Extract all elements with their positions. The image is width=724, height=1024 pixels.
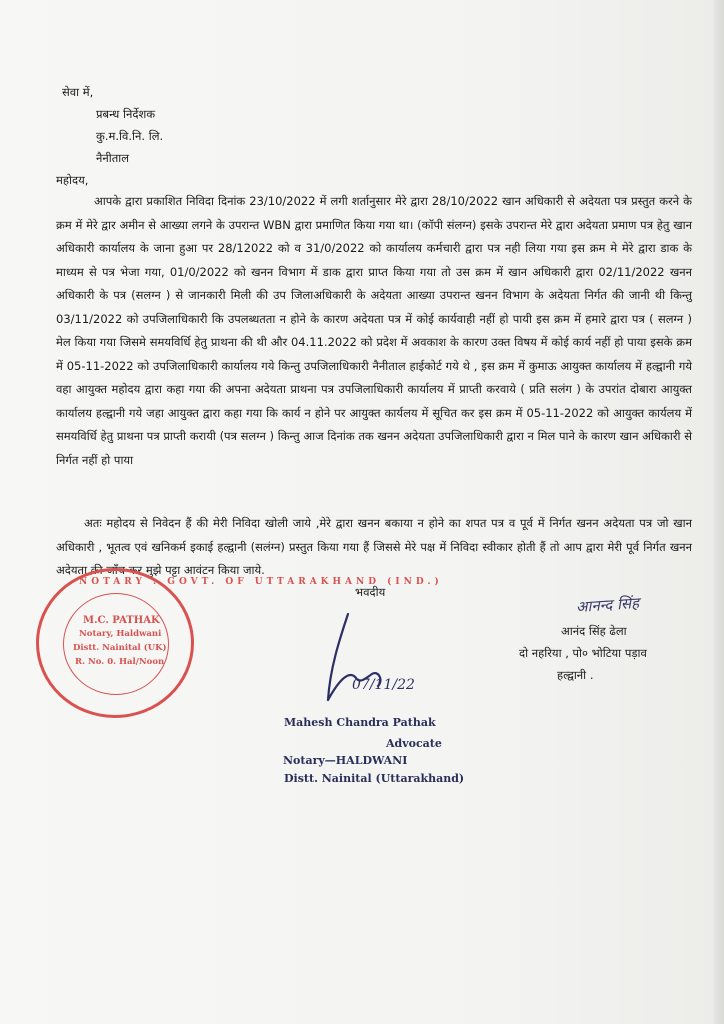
- body-paragraph-2: अतः महोदय से निवेदन हैं की मेरी निविदा खोली जाये ,मेरे द्वारा खनन बकाया न होने का शपत पत्र व पूर्व में निर्गत खनन अदेयता पत्र जो खान अधिकारी , भूतत्व एवं खनिकर्म इकाई हल्द्वानी (सलंग्न) प्रस्तुत किया गया हैं जिससे मेरे पक्ष में निविदा स्वीकार होती हैं तो आप द्वारा मेरी पूर्व निर्गत खनन अदेयता की जाँच कर मुझे पट्टा आवंटन किया जाये.: [56, 516, 692, 577]
- notary-name: Mahesh Chandra Pathak: [284, 716, 436, 729]
- salutation-to: सेवा में,: [62, 85, 94, 99]
- notary-signature-scribble: [300, 608, 420, 708]
- seal-line-4: R. No. 0. Hal/Noon: [75, 657, 165, 667]
- page-edge-shadow: [714, 0, 724, 1024]
- seal-line-3: Distt. Nainital (UK): [73, 643, 167, 653]
- seal-line-2: Notary, Haldwani: [79, 629, 162, 639]
- seal-line-1: M.C. PATHAK: [83, 615, 160, 626]
- recipient-org: कु.म.वि.नि. लि.: [96, 129, 164, 143]
- greeting: महोदय,: [56, 173, 89, 187]
- notary-signature-date: 07/11/22: [352, 677, 415, 693]
- sender-signature: आनन्द सिंह: [575, 593, 640, 617]
- seal-ring-text: NOTARY . GOVT. OF UTTARAKHAND (IND.): [79, 577, 443, 587]
- recipient-city: नैनीताल: [96, 151, 130, 165]
- closing-yours: भवदीय: [355, 585, 386, 599]
- notary-office: Notary—HALDWANI: [283, 754, 408, 767]
- sender-address-line2: हल्द्वानी .: [557, 668, 594, 682]
- notary-title: Advocate: [386, 737, 442, 750]
- sender-name: आनंद सिंह ढेला: [561, 624, 627, 638]
- body-paragraph-1: आपके द्वारा प्रकाशित निविदा दिनांक 23/10/2022 में लगी शर्तानुसार मेरे द्वारा 28/10/2022 खान अधिकारी से अदेयता पत्र प्रस्तुत करने के क्रम में मेरे द्वार अमीन से आख्या लगने के उपरान्त WBN द्वारा प्रमाणित किया गया था। (कॉपी संलग्न) इसके उपरान्त मेरे द्वारा अदेयता प्रमाण पत्र हेतु खान अधिकारी कार्यालय के जाना हुआ पर 28/12022 को व 31/0/2022 को कार्यालय कर्मचारी द्वारा पत्र नही लिया गया इस क्रम मे मेरे द्वारा डाक के माध्यम से पत्र भेजा गया, 01/0/2022 को खनन विभाग में डाक द्वारा प्राप्त किया गया तो उस क्रम में खान अधिकारी द्वारा 02/11/2022 खनन अधिकारी के पत्र (सलग्न ) से जानकारी मिली की उप जिलाअधिकारी के अदेयता आख्या उपरान्त खनन विभाग के अदेयता निर्गत की जानी थी किन्तु 03/11/2022 को उपजिलाधिकारी कि उपलब्धतता न होने के कारण अदेयता पत्र में कोई कार्यवाही नहीं हो पायी इस क्रम में हमारे द्वारा पत्र ( सलग्न ) मेल किया गया जिसमे समयविर्धि हेतु प्राथना की थी और 04.11.2022 को प्रदेश में अवकाश के कारण उक्त विषय में कोई कार्य नहीं हो पाया इसके क्रम में 05-11-2022 को उपजिलाधिकारी कार्यालय गये किन्तु उपजिलाधिकारी नैनीताल हाईकोर्ट गये थे , इस क्रम में कुमाऊ आयुक्त कार्यालय में हल्द्वानी गये वहा आयुक्त महोदय द्वारा कहा गया की अपना अदेयता प्राथना पत्र उपजिलाधिकारी कार्यालय में प्राप्ती करवाये ( प्रति सलंग ) के उपरांत दोबारा आयुक्त कार्यालय हल्द्वानी गये जहा आयुक्त द्वारा कहा गया कि कार्य न होने पर आयुक्त कार्यलय में सूचित कर इस क्रम में 05-11-2022 को आयुक्त कार्यलय में समयविर्धि हेतु प्राथना पत्र प्राप्ती करायी (पत्र सलग्न ) किन्तु आज दिनांक तक खनन अदेयता उपजिलाधिकारी द्वारा न मिल पाने के कारण खान अधिकारी से निर्गत नहीं हो पाया: [56, 194, 692, 467]
- recipient-designation: प्रबन्ध निर्देशक: [96, 107, 156, 121]
- sender-address-line1: दो नहरिया , पो० भोटिया पड़ाव: [519, 646, 647, 660]
- notary-district: Distt. Nainital (Uttarakhand): [284, 772, 465, 785]
